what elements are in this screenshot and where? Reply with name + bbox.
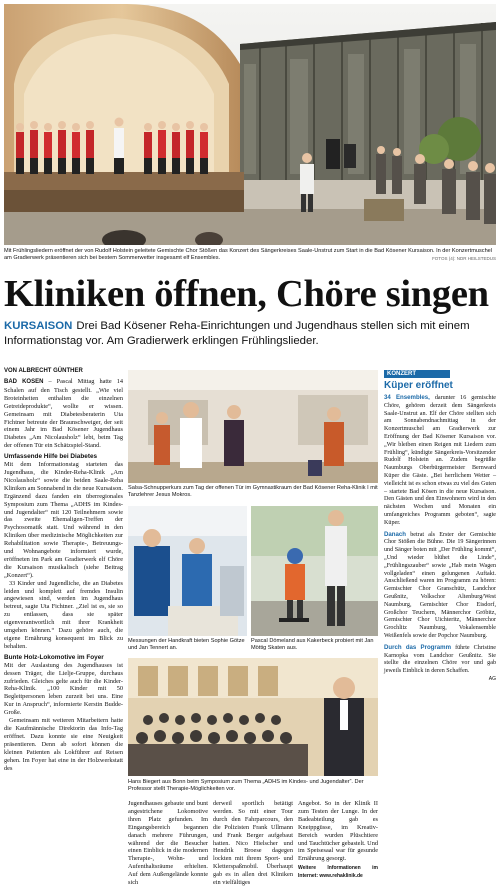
- sidebar-paragraph: Durch das Programm führte Christine Karnopka vom Landchor Geußnitz. Sie stellte die einzelnen Chöre vor und gab jeweils Einblick in deren Schaffen.: [384, 643, 496, 675]
- article-paragraph: BAD KÖSEN – Pascal Mittag hatte 14 Schalen auf den Tisch gestellt. „Wie viel Broteinheiten enthalten die einzelnen Getreideprodukte“, wollte er wissen. Gemeinsam mit Diabetesberaterin Uta Fichtner betreute der Braunschweiger, der seit einem Jahr im Bad Kösener Jugendhaus Diabetes „Am Nicolausholz“ lebt, beim Tag der offenen Tür ein Schätzspiel-Stand.: [4, 378, 123, 450]
- article-paragraph: Mit der Auslastung des Jugendhauses ist dessen Träger, die Lielje-Gruppe, durchaus zufrieden. Gleiches gelte auch für die Kinder-Reha-Klinik. „100 Kinder mit 50 Begleitpersonen leben zurzeit bei uns. Eine Kur in Anspruch“, informierte Kerstin Budde-Große.: [4, 661, 123, 717]
- subheading: Bunte Holz-Lokomotive im Foyer: [4, 653, 104, 661]
- top-photo-caption: Mit Frühlingsliedern eröffnet der von Rudolf Holstein geleitete Gemischte Chor Stößen das Konzert des Sängerkreises Saale-Unstrut zum Start in die Bad Kösener Kursaison. In der Konzertmuschel am Gradierwerk präsentieren sich bei bestem Sommerwetter insgesamt elf Ensembles.: [4, 248, 493, 261]
- sidebar-paragraph: Danach betrat als Erster der Gemischte Chor Stößen die Bühne. Die 19 Sängerinnen und Sänger boten mit „Der Frühling kommt“, „Und wieder blühet die Linde“, „Frühlingszauber“ sowie „Hab mein Wagen vollgeladen“ einen gelungenen Auftakt. Anschließend waren im Programm zu hören: Gemischter Chor Granschütz, Landchor Geußnitz, Volkschor Altenburg/West Naumburg, Gemischter Chor Eisdorf, Großchor Teuchern, Männerchor Gröbitz, Gemischter Chor Uichteritz, Männerchor Grochlitz Naumburg, Vokalensemble Weißenfels sowie der Popchor Naumburg.: [384, 530, 497, 639]
- photo-skaten-caption: Pascal Dömeland aus Kakerbeck probiert mit Jan Möttig Skaten aus.: [251, 638, 374, 651]
- sidebar-sign: AG: [488, 675, 496, 682]
- photo-handkraft: [128, 506, 247, 636]
- article-paragraph: Gemeinsam mit weiteren Mitarbeitern hatte die Kaufmännische Direktorin das Info-Tag eröffnet. Dazu konnte sie eine Neuigkeit präsentieren. Denn ab sofort können die kleinen Patienten als Lokführer auf Reisen gehen. Im Foyer hat eine in der Holzwerkstatt des: [4, 717, 123, 772]
- photo-symposium-caption: Hans Biegert aus Bonn beim Symposium zum Thema „ADHS im Kindes- und Jugendalter“. Der Professor stellt Therapie-Möglichkeiten vor.: [128, 779, 364, 792]
- photo-handkraft-caption: Messungen der Handkraft bieten Sophie Götze und Jan Tennert an.: [128, 638, 245, 651]
- photo-salsa: [128, 370, 378, 483]
- photo-symposium: [128, 658, 378, 776]
- top-photo-concert: [4, 4, 496, 245]
- byline: VON ALBRECHT GÜNTHER: [4, 368, 83, 374]
- dateline: BAD KÖSEN: [4, 379, 44, 385]
- article-column-1: [4, 378, 123, 886]
- sidebar-paragraph: 34 Ensembles, darunter 16 gemischte Chöre, gehören derzeit dem Sängerkreis Saale-Unstrut an. Elf der Chöre stellten sich am Sonnabendnachmittag in der Konzertmuschel am Gradierwerk zur Eröffnung der Bad Kösener Kursaison vor. „Wir bleiben einen Reigen mit Liedern zum Frühling“, kündigte Sängerkreis-Vorsitzender Rudolf Holstein an. Zudem begrüßte Naumburgs Oberbürgermeister Bernward Küper die Gäste. „Bei herrlichem Wetter – vielleicht ist es schon etwas zu viel des Guten – startete Bad Kösen in die neue Kursaison. Den Gästen und den Einwohnern wird in den nächsten Wochen und Monaten ein umfangreiches Programm geboten“, sagte Küper.: [384, 394, 496, 526]
- photo-salsa-caption: Salsa-Schnupperkurs zum Tag der offenen Tür im Gymnastikraum der Bad Kösener Reha-Klinik I mit Tanzlehrer Jesus Mokros.: [128, 485, 378, 498]
- sidebar-title: Küper eröffnet: [384, 380, 453, 391]
- kicker: KURSAISON: [4, 320, 73, 332]
- article-column-4: Angebot. So in der Klinik II zum Testen der Lunge. In der Badeabteilung gab es Kneippgüsse, im Kreativ-Bereich wurden Plüschtiere und Tauchtücher gebastelt. Und im Speisesaal war für gesunde Ernährung gesorgt. Weitere Informationen im Internet: www.rehaklinik.de: [298, 800, 378, 880]
- subhead: Drei Bad Kösener Reha-Einrichtungen und Jugendhaus stellen sich mit einem Informationstag vor. Am Gradierwerk erklingen Frühlingslieder.: [4, 320, 470, 347]
- sidebar-label: KONZERT: [384, 370, 450, 378]
- subhead-block: [4, 319, 496, 349]
- photo-credit: FOTOS (4): NDR HEILSTEDUS: [432, 256, 496, 261]
- sidebar-konzert: [384, 370, 496, 684]
- photo-skaten: [251, 506, 378, 636]
- article-paragraph: 33 Kinder und Jugendliche, die an Diabetes leiden und komplett auf fremdes Insulin angewiesen sind, werden im Jugendhaus betreut, sagte Uta Fichtner. „Ziel ist es, sie so zu entlassen, dass sie später eigenverantwortlich mit ihrer Krankheit umgehen können.“ Dazu gehöre auch, die eigene Ernährung konsequent im Blick zu behalten.: [4, 579, 123, 650]
- article-column-3: derweil sportlich betätigt werden. So mit einer Tour durch den Fahrparcours, den die Polizisten Frank Ullmann und Frank Berger aufgebaut hatten. Nico Hielscher und Hendrik Broese dagegen lockten mit ihrem Sport- und Kletterspaßmobil. Überhaupt gab es in allen drei Kliniken ein vielfältiges: [213, 800, 293, 886]
- web-link[interactable]: Weitere Informationen im Internet: www.rehaklinik.de: [298, 865, 378, 880]
- article-paragraph: Mit dem Informationstag starteten das Jugendhaus, die Kinder-Reha-Klinik „Am Nicolausholz“ sowie die beiden Saale-Reha Kliniken am Sonnabend in die neue Kursaison. Ergänzend dazu fanden ein überregionales Symposium zum Thema „ADHS im Kindes- und Jugendalter“ mit 120 Teilnehmern sowie das zweite Ehemaligen-Treffen der Psychosomatik statt. Und während in den Kliniken über medizinische Möglichkeiten zur Rehabilitation sowie Therapie-, Betreuungs- und Wohnangebote informiert wurde, eröffneten im Park am Gradierwerk elf Chöre die Kursaison musikalisch (siehe Beitrag „Konzert“).: [4, 461, 123, 579]
- headline: Kliniken öffnen, Chöre singen: [4, 273, 489, 315]
- sidebar-text: [384, 394, 496, 684]
- subheading: Umfassende Hilfe bei Diabetes: [4, 453, 98, 461]
- article-column-2: Jugendhauses gebaute und bunt angestrichene Lokomotive ihren Platz gefunden. Im Eingangsbereich begannen danach mehrere Führungen, während der die Besucher einen Einblick in die modernen Therapie-, Wohn- und Aufenthaltsräume erhielten. Auf dem Außengelände konnte sich: [128, 800, 208, 886]
